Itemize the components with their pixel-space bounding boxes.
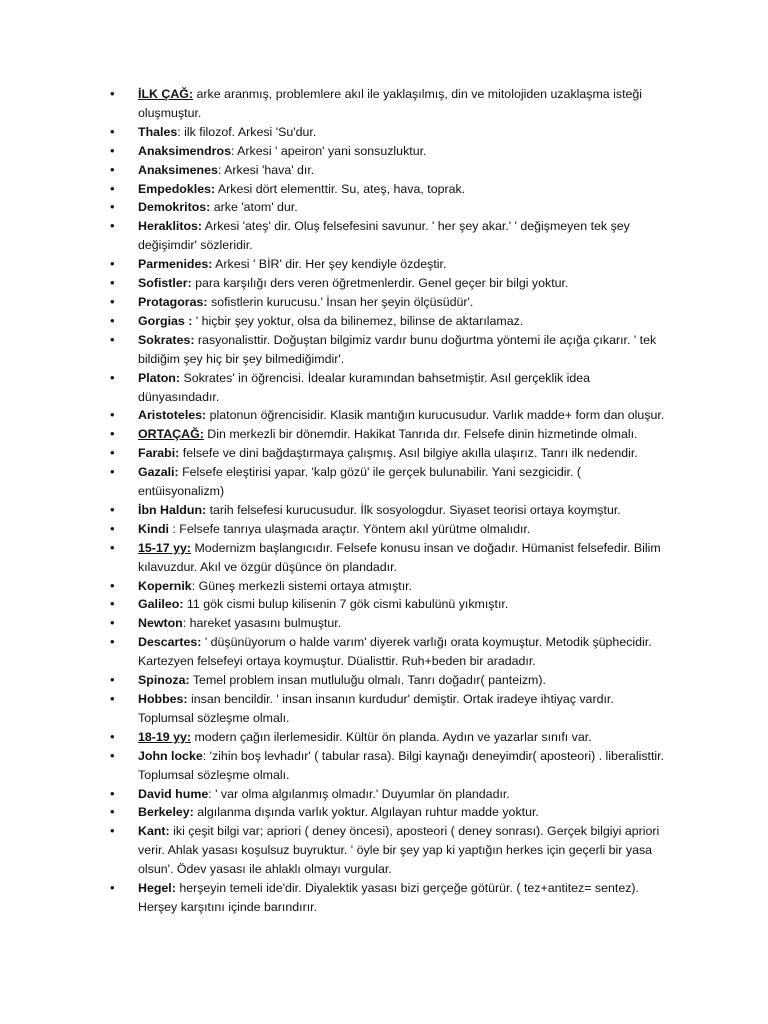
bullet-icon: • xyxy=(110,539,115,555)
bullet-icon: • xyxy=(110,577,115,593)
bullet-icon: • xyxy=(110,123,115,139)
bullet-icon: • xyxy=(110,256,115,272)
list-item xyxy=(110,539,670,577)
list-item xyxy=(110,369,670,407)
item-description: : Arkesi 'hava' dır. xyxy=(217,162,315,177)
item-term: Platon: xyxy=(138,370,180,385)
bullet-icon: • xyxy=(110,161,115,177)
item-description: ' düşünüyorum o halde varım' diyerek varlığı orata koymuştur. Metodik şüphecidir. Kartezyen felsefeyi ortaya koymuştur. Düalisttir. Ruh+beden bir aradadır. xyxy=(138,635,652,669)
item-term: Kopernik xyxy=(138,578,192,593)
bullet-list xyxy=(110,85,670,917)
item-term: Empedokles: xyxy=(138,181,216,196)
item-term: Parmenides: xyxy=(138,257,213,272)
bullet-icon: • xyxy=(110,464,115,480)
item-description: Arkesi ' BİR' dir. Her şey kendiyle özdeştir. xyxy=(212,257,447,272)
bullet-icon: • xyxy=(110,331,115,347)
list-item xyxy=(110,803,670,822)
bullet-icon: • xyxy=(110,218,115,234)
item-description: Felsefe eleştirisi yapar. 'kalp gözü' ile gerçek bulunabilir. Yani sezgicidir. ( entüisyonalizm) xyxy=(138,465,581,499)
list-item xyxy=(110,180,670,199)
item-description: platonun öğrencisidir. Klasik mantığın kurucusudur. Varlık madde+ form dan oluşur. xyxy=(206,408,665,423)
item-term: Descartes: xyxy=(138,635,202,650)
bullet-icon: • xyxy=(110,86,115,101)
bullet-icon: • xyxy=(110,785,115,801)
item-description: felsefe ve dini bağdaştırmaya çalışmış. Asıl bilgiye akılla ulaşırız. Tanrı ilk nedendir. xyxy=(179,446,638,461)
bullet-icon: • xyxy=(110,615,115,631)
bullet-icon: • xyxy=(110,823,115,839)
list-item xyxy=(110,633,670,671)
item-description: insan bencildir. ' insan insanın kurdudur' demiştir. Ortak iradeye ihtiyaç vardır. Toplumsal sözleşme olmalı. xyxy=(138,692,614,725)
bullet-icon: • xyxy=(110,501,115,517)
item-term: Farabi: xyxy=(138,446,180,461)
item-term: Hegel: xyxy=(138,881,176,896)
item-term: İbn Haldun: xyxy=(138,502,207,517)
list-item xyxy=(110,312,670,331)
bullet-icon: • xyxy=(110,691,115,706)
item-term: David hume xyxy=(138,786,209,801)
bullet-icon: • xyxy=(110,407,115,423)
bullet-icon: • xyxy=(110,672,115,688)
item-description: Din merkezli bir dönemdir. Hakikat Tanrıda dır. Felsefe dinin hizmetinde olmalı. xyxy=(203,427,638,442)
list-item xyxy=(110,671,670,690)
list-item xyxy=(110,142,670,161)
bullet-icon: • xyxy=(110,445,115,461)
item-description: modern çağın ilerlemesidir. Kültür ön planda. Aydın ve yazarlar sınıfı var. xyxy=(191,729,592,744)
list-item xyxy=(110,501,670,520)
item-term: Anaksimendros xyxy=(138,143,231,158)
item-description: : Güneş merkezli sistemi ortaya atmıştır. xyxy=(191,578,413,593)
list-item xyxy=(110,123,670,142)
item-description: 11 gök cismi bulup kilisenin 7 gök cismi kabulünü yıkmıştır. xyxy=(183,597,509,612)
item-term: Newton xyxy=(138,616,183,631)
list-item xyxy=(110,85,670,123)
item-term: Galileo: xyxy=(138,597,184,612)
bullet-icon: • xyxy=(110,275,115,291)
bullet-icon: • xyxy=(110,293,115,309)
item-term: Sofistler: xyxy=(138,276,192,291)
item-description: Sokrates' in öğrencisi. İdealar kuramından bahsetmiştir. Asıl gerçeklik idea dünyasındadır. xyxy=(138,370,591,404)
list-item xyxy=(110,161,670,180)
item-description: herşeyin temeli ide'dir. Diyalektik yasası bizi gerçeğe götürür. ( tez+antitez= sentez). Herşey karşıtını içinde barındırır. xyxy=(138,881,639,914)
list-item xyxy=(110,822,670,879)
item-term: Gorgias : xyxy=(138,313,193,328)
list-item xyxy=(110,520,670,539)
item-term: Heraklitos: xyxy=(138,219,203,234)
bullet-icon: • xyxy=(110,728,115,744)
list-item xyxy=(110,728,670,747)
list-item xyxy=(110,425,670,444)
bullet-icon: • xyxy=(110,596,115,612)
list-item xyxy=(110,463,670,501)
item-term: ORTAÇAĞ: xyxy=(138,427,204,442)
bullet-icon: • xyxy=(110,804,115,820)
item-term: Thales xyxy=(138,124,178,139)
bullet-icon: • xyxy=(110,520,115,536)
item-term: Demokritos: xyxy=(138,200,211,215)
list-item xyxy=(110,274,670,293)
item-term: Sokrates: xyxy=(138,332,195,347)
item-description: tarih felsefesi kurucusudur. İlk sosyologdur. Siyaset teorisi ortaya koymştur. xyxy=(206,502,621,517)
item-description: iki çeşit bilgi var; apriori ( deney öncesi), aposteori ( deney sonrası). Gerçek bilgiyi apriori verir. Ahlak yasası koşulsuz buyruktur. ' öyle bir şey yap ki yaptığın herkes için geçerli bir yasa olsun'. Ödev yasası ile ahlaklı olmayı vurgular. xyxy=(138,824,660,877)
item-term: Gazali: xyxy=(138,465,179,480)
item-term: Hobbes: xyxy=(138,692,188,706)
list-item xyxy=(110,747,670,785)
bullet-icon: • xyxy=(110,426,115,442)
item-description: sofistlerin kurucusu.' İnsan her şeyin ölçüsüdür'. xyxy=(207,294,474,309)
item-description: arke 'atom' dur. xyxy=(210,200,298,215)
list-item xyxy=(110,690,670,728)
item-term: Spinoza: xyxy=(138,673,190,688)
item-description: Arkesi 'ateş' dir. Oluş felsefesini savunur. ' her şey akar.' ' değişmeyen tek şey değişimdir' sözleridir. xyxy=(138,219,630,253)
list-item xyxy=(110,255,670,274)
bullet-icon: • xyxy=(110,142,115,158)
item-description: : Felsefe tanrıya ulaşmada araçtır. Yöntem akıl yürütme olmalıdır. xyxy=(168,521,531,536)
bullet-icon: • xyxy=(110,634,115,650)
item-term: Aristoteles: xyxy=(138,408,207,423)
item-description: Arkesi dört elementtir. Su, ateş, hava, toprak. xyxy=(215,181,466,196)
item-description: arke aranmış, problemlere akıl ile yaklaşılmış, din ve mitolojiden uzaklaşma isteği oluşmuştur. xyxy=(138,87,643,120)
item-description: rasyonalisttir. Doğuştan bilgimiz vardır bunu doğurtma yöntemi ile açığa çıkarır. ' tek bildiğim şey hiç bir şey bilmediğimdir'. xyxy=(138,332,657,366)
list-item xyxy=(110,293,670,312)
list-item xyxy=(110,444,670,463)
item-description: : 'zihin boş levhadır' ( tabular rasa). Bilgi kaynağı deneyimdir( aposteori) . liberalisttir. Toplumsal sözleşme olmalı. xyxy=(138,748,665,782)
item-description: algılanma dışında varlık yoktur. Algılayan ruhtur madde yoktur. xyxy=(193,805,539,820)
bullet-icon: • xyxy=(110,312,115,328)
list-item xyxy=(110,406,670,425)
item-term: 15-17 yy: xyxy=(138,540,192,555)
list-item xyxy=(110,879,670,917)
item-term: 18-19 yy: xyxy=(138,729,192,744)
bullet-icon: • xyxy=(110,880,115,896)
list-item xyxy=(110,595,670,614)
item-description: Temel problem insan mutluluğu olmalı. Tanrı doğadır( panteizm). xyxy=(189,673,546,688)
list-item xyxy=(110,198,670,217)
bullet-icon: • xyxy=(110,180,115,196)
item-description: : ilk filozof. Arkesi 'Su'dur. xyxy=(177,124,317,139)
item-term: Anaksimenes xyxy=(138,162,218,177)
bullet-icon: • xyxy=(110,199,115,215)
item-description: : Arkesi ' apeiron' yani sonsuzluktur. xyxy=(230,143,427,158)
item-term: İLK ÇAĞ: xyxy=(138,87,194,101)
list-item xyxy=(110,577,670,596)
item-description: ' hiçbir şey yoktur, olsa da bilinemez, bilinse de aktarılamaz. xyxy=(192,313,524,328)
item-term: Protagoras: xyxy=(138,294,208,309)
list-item xyxy=(110,614,670,633)
item-term: Kindi xyxy=(138,521,169,536)
bullet-icon: • xyxy=(110,747,115,763)
bullet-icon: • xyxy=(110,369,115,385)
item-description: : hareket yasasını bulmuştur. xyxy=(182,616,342,631)
item-term: Berkeley: xyxy=(138,805,194,820)
item-description: : ' var olma algılanmış olmadır.' Duyumlar ön plandadır. xyxy=(208,786,510,801)
item-description: Modernizm başlangıcıdır. Felsefe konusu insan ve doğadır. Hümanist felsefedir. Bilim kılavuzdur. Akıl ve özgür düşünce ön plandadır. xyxy=(138,540,661,574)
item-term: John locke xyxy=(138,748,203,763)
list-item xyxy=(110,785,670,804)
item-term: Kant: xyxy=(138,824,170,839)
list-item xyxy=(110,331,670,369)
item-description: para karşılığı ders veren öğretmenlerdir. Genel geçer bir bilgi yoktur. xyxy=(191,276,569,291)
list-item xyxy=(110,217,670,255)
